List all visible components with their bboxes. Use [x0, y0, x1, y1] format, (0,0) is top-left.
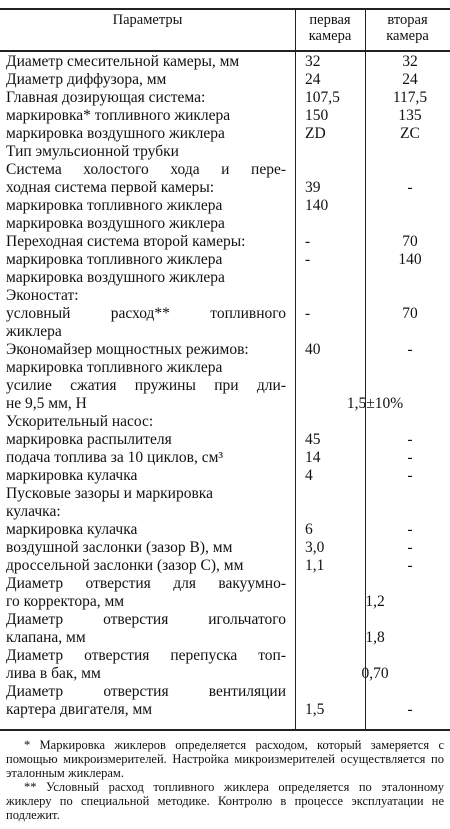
shared-value: 1,8 [365, 629, 385, 646]
table-row [0, 377, 450, 395]
parameter-label: клапана, мм [6, 629, 86, 646]
parameter-label: подача топлива за 10 циклов, см³ [6, 449, 224, 466]
first-chamber-value: 4 [305, 467, 313, 484]
table-row [0, 179, 450, 197]
table-row [0, 521, 450, 539]
second-chamber-value: - [407, 467, 413, 484]
table-row [0, 71, 450, 89]
table-row [0, 161, 450, 179]
parameter-label: Переходная система второй камеры: [6, 233, 246, 250]
second-chamber-value: ZC [400, 125, 420, 142]
second-chamber-value: 70 [402, 233, 418, 250]
table-row [0, 593, 450, 611]
table-row [0, 503, 450, 521]
first-chamber-value: - [305, 251, 311, 268]
parameter-label: Диаметр диффузора, мм [6, 71, 167, 88]
header-parameters: Параметры [112, 12, 183, 28]
table-row [0, 215, 450, 233]
header-bottom-rule [0, 50, 450, 52]
parameter-label: Диаметр отверстия для вакуумно- [6, 575, 286, 592]
second-chamber-value: - [407, 557, 413, 574]
parameter-label: маркировка* топливного жиклера [6, 107, 231, 124]
parameter-label: не 9,5 мм, Н [6, 395, 87, 412]
table-row [0, 287, 450, 305]
parameter-label: усилие сжатия пружины при дли- [6, 377, 286, 394]
parameter-label: го корректора, мм [6, 593, 125, 610]
first-chamber-value: - [305, 305, 311, 322]
second-chamber-value: - [407, 449, 413, 466]
table-row [0, 431, 450, 449]
first-chamber-value: 6 [305, 521, 313, 538]
parameter-label: Пусковые зазоры и маркировка [6, 485, 213, 502]
second-chamber-value: - [407, 179, 413, 196]
second-chamber-value: 70 [402, 305, 418, 322]
second-chamber-value: - [407, 341, 413, 358]
table-row [0, 665, 450, 683]
parameter-label: Ускорительный насос: [6, 413, 154, 430]
parameter-label: Главная дозирующая система: [6, 89, 206, 106]
table-row [0, 269, 450, 287]
table-row [0, 305, 450, 323]
header-first-line1: первая [309, 12, 351, 28]
first-chamber-value: ZD [305, 125, 326, 142]
footnote-2: ** Условный расход топливного жиклера определяется по эталонному жиклеру по специальной методике. Контролю в процессе эксплуатации не подлежит. [6, 780, 444, 822]
table-bottom-rule [0, 729, 450, 731]
shared-value: 1,2 [365, 593, 385, 610]
parameter-label: маркировка топливного жиклера [6, 359, 223, 376]
first-chamber-value: 39 [305, 179, 321, 196]
header-second-chamber [365, 12, 450, 44]
header-first-line2: камера [308, 28, 352, 44]
table-row [0, 449, 450, 467]
second-chamber-value: - [407, 539, 413, 556]
table-row [0, 125, 450, 143]
parameter-label: дроссельной заслонки (зазор С), мм [6, 557, 244, 574]
table-row [0, 485, 450, 503]
table-row [0, 413, 450, 431]
header-first-chamber [295, 12, 365, 44]
first-chamber-value: 150 [305, 107, 329, 124]
parameter-label: Тип эмульсионной трубки [6, 143, 179, 160]
table-row [0, 611, 450, 629]
parameter-label: маркировка топливного жиклера [6, 251, 223, 268]
parameter-label: воздушной заслонки (зазор В), мм [6, 539, 233, 556]
table-row [0, 629, 450, 647]
table-row [0, 53, 450, 71]
table-row [0, 197, 450, 215]
parameter-label: маркировка воздушного жиклера [6, 269, 225, 286]
parameter-label: ходная система первой камеры: [6, 179, 215, 196]
second-chamber-value: 135 [398, 107, 422, 124]
table-row [0, 575, 450, 593]
parameter-label: Диаметр отверстия перепуска топ- [6, 647, 286, 664]
first-chamber-value: 24 [305, 71, 321, 88]
first-chamber-value: 1,1 [305, 557, 325, 574]
parameter-label: маркировка топливного жиклера [6, 197, 223, 214]
second-chamber-value: 117,5 [392, 89, 428, 106]
first-chamber-value: 14 [305, 449, 321, 466]
first-chamber-value: 107,5 [305, 89, 340, 106]
first-chamber-value: 1,5 [305, 701, 325, 718]
table-row [0, 467, 450, 485]
shared-value: 1,5±10% [346, 395, 404, 412]
parameter-label: жиклера [6, 323, 62, 340]
table-row [0, 395, 450, 413]
second-chamber-value: 32 [402, 53, 418, 70]
footnotes [6, 738, 444, 822]
first-chamber-value: 140 [305, 197, 329, 214]
second-chamber-value: 140 [398, 251, 422, 268]
table-row [0, 251, 450, 269]
parameter-label: картера двигателя, мм [6, 701, 153, 718]
shared-value: 0,70 [361, 665, 389, 682]
parameter-label: маркировка кулачка [6, 467, 138, 484]
second-chamber-value: - [407, 701, 413, 718]
table-row [0, 683, 450, 701]
table-row [0, 143, 450, 161]
table-row [0, 557, 450, 575]
first-chamber-value: 3,0 [305, 539, 325, 556]
parameter-label: Диаметр отверстия вентиляции [6, 683, 286, 700]
second-chamber-value: 24 [402, 71, 418, 88]
parameter-label: условный расход** топливного [6, 305, 286, 322]
table-row [0, 341, 450, 359]
first-chamber-value: 32 [305, 53, 321, 70]
second-chamber-value: - [407, 521, 413, 538]
parameter-label: маркировка воздушного жиклера [6, 215, 225, 232]
parameter-label: Диаметр отверстия игольчатого [6, 611, 286, 628]
first-chamber-value: 40 [305, 341, 321, 358]
parameter-label: Диаметр смесительной камеры, мм [6, 53, 240, 70]
second-chamber-value: - [407, 431, 413, 448]
parameter-label: маркировка распылителя [6, 431, 172, 448]
table-row [0, 107, 450, 125]
table-row [0, 359, 450, 377]
header-second-line2: камера [386, 28, 429, 44]
table-row [0, 89, 450, 107]
table-row [0, 539, 450, 557]
table-row [0, 647, 450, 665]
top-rule [0, 8, 450, 10]
footnote-1: * Маркировка жиклеров определяется расходом, который замеряется с помощью микроизмерителей. Настройка микроизмерителей осуществляется по эталонным жиклерам. [6, 738, 444, 780]
table-row [0, 323, 450, 341]
parameter-label: маркировка воздушного жиклера [6, 125, 225, 142]
table-row [0, 233, 450, 251]
parameter-label: кулачка: [6, 503, 61, 520]
parameter-label: лива в бак, мм [6, 665, 101, 682]
parameter-label: маркировка кулачка [6, 521, 138, 538]
table-row [0, 701, 450, 719]
first-chamber-value: 45 [305, 431, 321, 448]
parameter-label: Эконостат: [6, 287, 79, 304]
parameter-label: Экономайзер мощностных режимов: [6, 341, 249, 358]
parameter-label: Система холостого хода и пере- [6, 161, 286, 178]
header-second-line1: вторая [387, 12, 428, 28]
first-chamber-value: - [305, 233, 311, 250]
